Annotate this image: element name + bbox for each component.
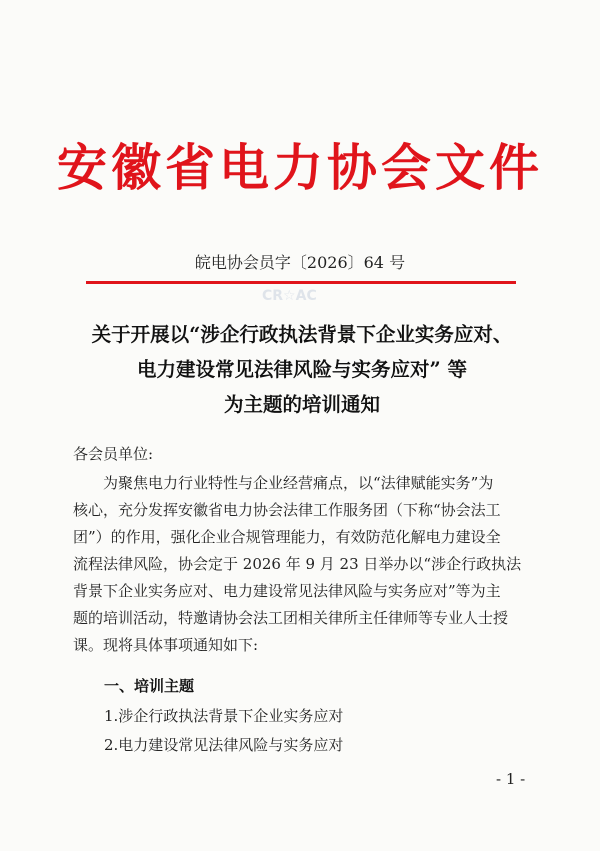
salutation: 各会员单位: [73,445,154,463]
watermark: CR☆AC [262,288,317,304]
body-line: 背景下企业实务应对、电力建设常见法律风险与实务应对”等为主 [73,582,501,600]
section-heading: 一、培训主题 [104,677,195,695]
page-number: - 1 - [496,770,526,788]
body-line: 为聚焦电力行业特性与企业经营痛点，以“法律赋能实务”为 [73,474,494,492]
red-divider-line [86,281,516,284]
list-item: 1.涉企行政执法背景下企业实务应对 [104,707,344,725]
document-title [62,317,542,422]
body-line: 流程法律风险，协会定于 2026 年 9 月 23 日举办以“涉企行政执法 [73,555,522,573]
body-paragraph [73,470,535,659]
title-line-2: 电力建设常见法律风险与实务应对” 等 [136,358,467,381]
body-line: 团”）的作用，强化企业合规管理能力，有效防范化解电力建设全 [73,528,501,546]
list-item: 2.电力建设常见法律风险与实务应对 [104,736,344,754]
body-line: 课。现将具体事项通知如下: [73,636,259,654]
title-line-3: 为主题的培训通知 [223,393,380,416]
title-line-1: 关于开展以“涉企行政执法背景下企业实务应对、 [91,323,513,346]
body-line: 核心，充分发挥安徽省电力协会法律工作服务团（下称“协会法工 [73,501,501,519]
document-number: 皖电协会员字〔2026〕64 号 [194,253,406,272]
document-masthead: 安徽省电力协会文件 [57,138,543,197]
body-line: 题的培训活动，特邀请协会法工团相关律所主任律师等专业人士授 [73,609,509,627]
